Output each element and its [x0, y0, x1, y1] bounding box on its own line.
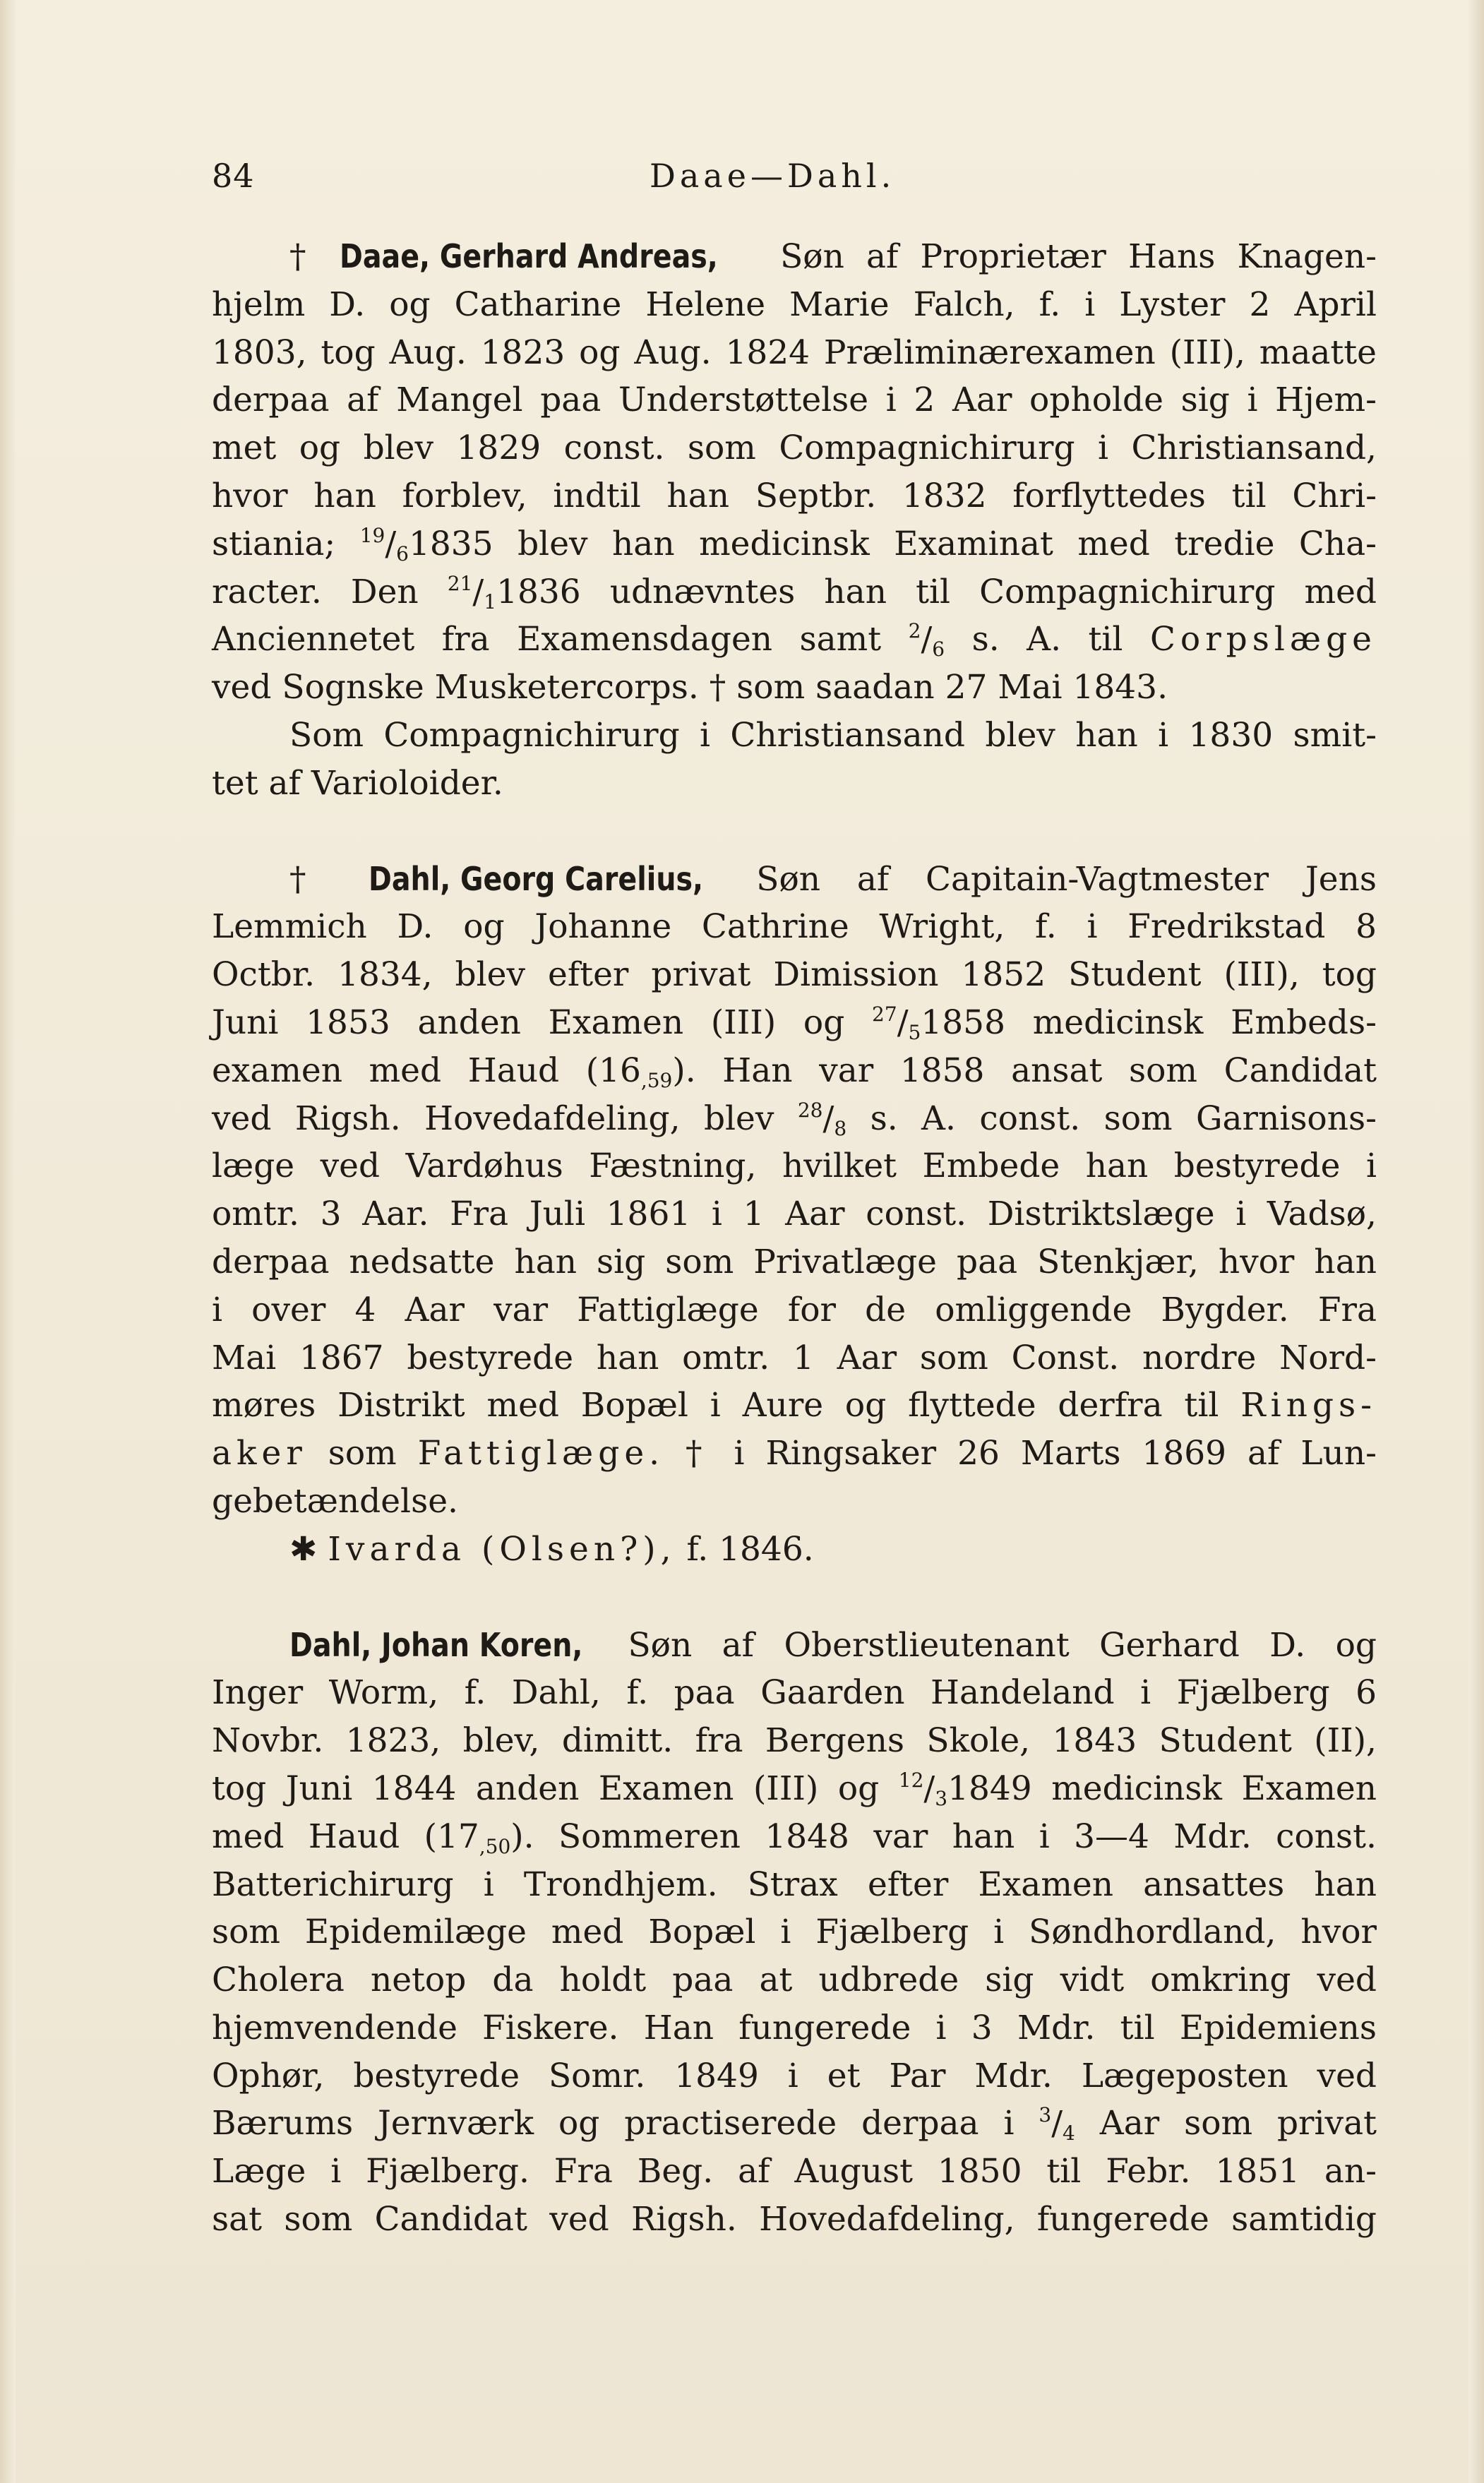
- page-edge-left: [0, 0, 16, 2483]
- text-line: med Haud $(17_{,50})$. Sommeren 1848 var han i 3—4 Mdr. const.: [212, 1817, 1377, 1858]
- text-line: Inger Worm, f. Dahl, f. paa Gaarden Handeland i Fjælberg 6: [212, 1673, 1377, 1713]
- text-line: racter. Den $^{21}/_11836$ udnævntes han til Compagnichirurg med: [212, 571, 1377, 614]
- page-header: [212, 157, 1377, 206]
- text-line: Som Compagnichirurg i Christiansand blev han i 1830 smit-: [289, 715, 1377, 755]
- text-line: tog Juni 1844 anden Examen (III) og $^{12}/_31849$ medicinsk Examen: [212, 1768, 1377, 1810]
- text-line: ved Sognske Musketercorps. † som saadan 27 Mai 1843.: [212, 668, 1168, 707]
- text-line: Anciennetet fra Examensdagen samt $^2/_6$ s. A. til Corpslæge: [212, 619, 1377, 662]
- text-line: 1803, tog Aug. 1823 og Aug. 1824 Præliminærexamen (III), maatte: [212, 333, 1377, 372]
- entry-name: Daae, Gerhard Andreas,: [339, 237, 718, 275]
- text-line: stiania; $^{19}/_61835$ blev han medicinsk Examinat med tredie Cha-: [212, 523, 1377, 566]
- entry-name: Dahl, Georg Carelius,: [369, 859, 704, 898]
- text-line: Dahl, Johan Koren, Søn af Oberstlieutenant Gerhard D. og: [212, 1622, 1377, 1670]
- text-line: som Epidemilæge med Bopæl i Fjælberg i Søndhordland, hvor: [212, 1913, 1377, 1952]
- star-symbol: ✱: [289, 1529, 318, 1569]
- entry-name: Dahl, Johan Koren,: [289, 1625, 583, 1664]
- text-line: derpaa nedsatte han sig som Privatlæge paa Stenkjær, hvor han: [212, 1242, 1377, 1281]
- entry-dahl-georg-carelius: [212, 856, 1377, 1574]
- text-line: hjemvendende Fiskere. Han fungerede i 3 Mdr. til Epidemiens: [212, 2008, 1377, 2047]
- text-line: † Dahl, Georg Carelius, Søn af Capitain-Vagtmester Jens: [212, 856, 1377, 904]
- text-line: omtr. 3 Aar. Fra Juli 1861 i 1 Aar const. Distriktslæge i Vadsø,: [212, 1195, 1377, 1234]
- text-line: Læge i Fjælberg. Fra Beg. af August 1850 til Febr. 1851 an-: [212, 2152, 1377, 2191]
- page-edge-right: [1468, 0, 1484, 2483]
- entry-gap: [212, 808, 1377, 856]
- text-line: gebetændelse.: [212, 1481, 458, 1521]
- text-line: tet af Varioloider.: [212, 763, 503, 803]
- text-line: møres Distrikt med Bopæl i Aure og flyttede derfra til Rings-: [212, 1386, 1377, 1425]
- text-line: Cholera netop da holdt paa at udbrede sig vidt omkring ved: [212, 1961, 1377, 2000]
- entry-dahl-johan-koren: [212, 1622, 1377, 2244]
- entry-gap: [212, 1574, 1377, 1622]
- text-line: Juni 1853 anden Examen (III) og $^{27}/_51858$ medicinsk Embeds-: [212, 1002, 1377, 1044]
- entry-daae-gerhard-andreas: [212, 233, 1377, 808]
- text-line: † Daae, Gerhard Andreas, Søn af Proprietær Hans Knagen-: [212, 233, 1377, 281]
- text-line: Novbr. 1823, blev, dimitt. fra Bergens Skole, 1843 Student (II),: [212, 1721, 1377, 1761]
- dagger-symbol: †: [289, 859, 333, 899]
- text-line: hvor han forblev, indtil han Septbr. 1832 forflyttedes til Chri-: [212, 476, 1377, 515]
- dagger-symbol: †: [289, 237, 318, 276]
- text-line: ved Rigsh. Hovedafdeling, blev $^{28}/_8$ s. A. const. som Garnisons-: [212, 1098, 1377, 1140]
- text-line: examen med Haud $(16_{,59})$. Han var 1858 ansat som Candidat: [212, 1051, 1377, 1092]
- page-number: 84: [212, 157, 255, 195]
- text-line: met og blev 1829 const. som Compagnichirurg i Christiansand,: [212, 429, 1377, 468]
- text-line: læge ved Vardøhus Fæstning, hvilket Embede han bestyrede i: [212, 1147, 1377, 1186]
- text-line: Mai 1867 bestyrede han omtr. 1 Aar som Const. nordre Nord-: [212, 1338, 1377, 1377]
- text-line: ✱ Ivarda (Olsen?), f. 1846.: [289, 1529, 814, 1569]
- text-line: sat som Candidat ved Rigsh. Hovedafdeling, fungerede samtidig: [212, 2200, 1377, 2239]
- text-line: derpaa af Mangel paa Understøttelse i 2 Aar opholde sig i Hjem-: [212, 381, 1377, 420]
- text-line: hjelm D. og Catharine Helene Marie Falch, f. i Lyster 2 April: [212, 285, 1377, 324]
- text-line: i over 4 Aar var Fattiglæge for de omliggende Bygder. Fra: [212, 1290, 1377, 1329]
- text-line: Lemmich D. og Johanne Cathrine Wright, f. i Fredrikstad 8: [212, 907, 1377, 947]
- text-line: aker som Fattiglæge. † i Ringsaker 26 Marts 1869 af Lun-: [212, 1434, 1377, 1473]
- text-line: Ophør, bestyrede Somr. 1849 i et Par Mdr. Lægeposten ved: [212, 2056, 1377, 2095]
- text-line: Bærums Jernværk og practiserede derpaa i $^3/_4$ Aar som privat: [212, 2103, 1377, 2146]
- page-body: [212, 233, 1377, 2244]
- text-line: Octbr. 1834, blev efter privat Dimission 1852 Student (III), tog: [212, 955, 1377, 995]
- text-line: Batterichirurg i Trondhjem. Strax efter Examen ansattes han: [212, 1865, 1377, 1904]
- running-head: Daae—Dahl.: [650, 157, 896, 195]
